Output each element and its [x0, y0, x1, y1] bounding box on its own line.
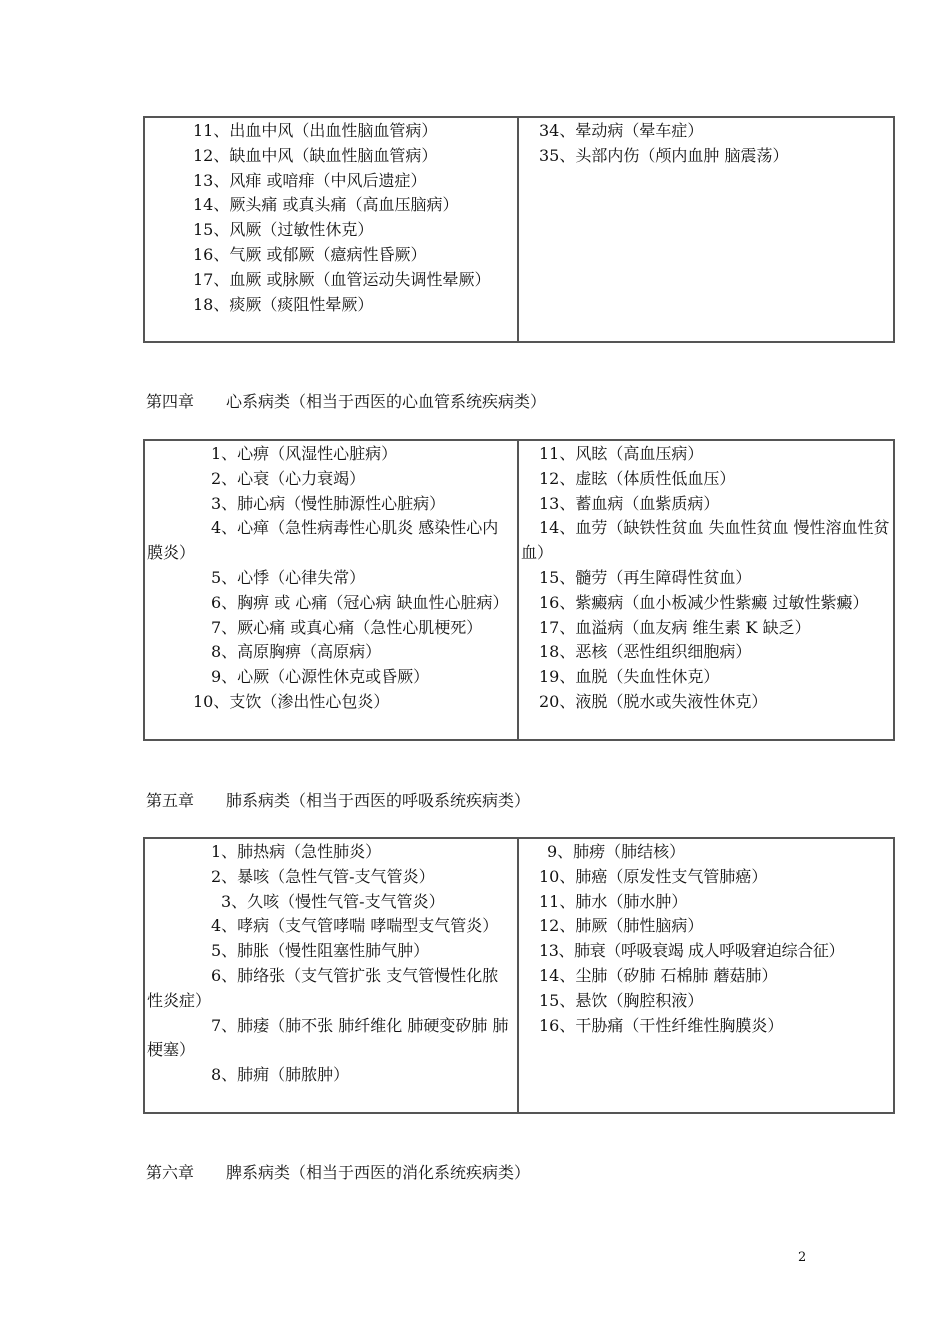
chapter-heading-4: 第四章 心系病类（相当于西医的心血管系统疾病类） [146, 392, 547, 411]
list-item: 12、缺血中风（缺血性脑血管病） [193, 145, 438, 165]
chapter-heading-6: 第六章 脾系病类（相当于西医的消化系统疾病类） [146, 1163, 531, 1182]
list-item: 9、心厥（心源性休克或昏厥） [211, 667, 430, 687]
list-item: 20、液脱（脱水或失液性休克） [539, 691, 768, 711]
table-cardiovascular-left-column [145, 441, 519, 739]
list-item: 18、痰厥（痰阻性晕厥） [193, 294, 374, 314]
list-item: 34、晕动病（晕车症） [539, 121, 704, 140]
list-item: 10、支饮（渗出性心包炎） [193, 691, 390, 711]
list-item: 5、心悸（心律失常） [211, 567, 366, 587]
list-item: 12、虚眩（体质性低血压） [539, 468, 736, 488]
list-item: 16、紫癜病（血小板减少性紫癜 过敏性紫癜） [539, 592, 869, 612]
table-cerebral-right-column [519, 118, 893, 341]
list-item: 3、肺心病（慢性肺源性心脏病） [211, 493, 446, 513]
list-item: 11、出血中风（出血性脑血管病） [193, 121, 438, 140]
chapter-heading-5: 第五章 肺系病类（相当于西医的呼吸系统疾病类） [146, 791, 531, 810]
table-cerebral [143, 116, 895, 343]
list-item: 15、悬饮（胸腔积液） [539, 990, 704, 1010]
list-item: 6、胸痹 或 心痛（冠心病 缺血性心脏病） [211, 592, 509, 612]
list-item: 2、心衰（心力衰竭） [211, 468, 366, 488]
list-item: 1、肺热病（急性肺炎） [211, 842, 382, 861]
list-item: 8、肺痈（肺脓肿） [211, 1065, 350, 1085]
list-item: 17、血厥 或脉厥（血管运动失调性晕厥） [193, 269, 491, 289]
list-item: 15、髓劳（再生障碍性贫血） [539, 567, 752, 587]
list-item: 8、高原胸痹（高原病） [211, 642, 382, 662]
list-item: 14、厥头痛 或真头痛（高血压脑病） [193, 195, 459, 215]
table-respiratory-left-column [145, 839, 519, 1112]
list-item: 9、肺痨（肺结核） [547, 842, 686, 861]
list-item: 14、血劳（缺铁性贫血 失血性贫血 慢性溶血性贫血） [521, 518, 890, 563]
table-cardiovascular [143, 439, 895, 741]
list-item: 35、头部内伤（颅内血肿 脑震荡） [539, 145, 789, 165]
list-item: 2、暴咳（急性气管-支气管炎） [211, 866, 435, 886]
list-item: 13、肺衰（呼吸衰竭 成人呼吸窘迫综合征） [539, 941, 845, 961]
list-item: 13、风痱 或喑痱（中风后遗症） [193, 170, 427, 190]
list-item: 18、恶核（恶性组织细胞病） [539, 642, 752, 662]
list-item: 6、肺络张（支气管扩张 支气管慢性化脓性炎症） [147, 965, 499, 1010]
table-cardiovascular-right-column [519, 441, 893, 739]
list-item: 4、心瘅（急性病毒性心肌炎 感染性心内膜炎） [147, 518, 499, 563]
list-item: 11、风眩（高血压病） [539, 444, 704, 463]
list-item: 17、血溢病（血友病 维生素 K 缺乏） [539, 617, 811, 637]
list-item: 14、尘肺（矽肺 石棉肺 蘑菇肺） [539, 965, 778, 985]
list-item: 19、血脱（失血性休克） [539, 667, 720, 687]
list-item: 7、肺痿（肺不张 肺纤维化 肺硬变矽肺 肺梗塞） [147, 1015, 509, 1060]
list-item: 7、厥心痛 或真心痛（急性心肌梗死） [211, 617, 483, 637]
list-item: 4、哮病（支气管哮喘 哮喘型支气管炎） [211, 916, 499, 936]
list-item: 12、肺厥（肺性脑病） [539, 916, 704, 936]
table-respiratory-right-column [519, 839, 893, 1112]
list-item: 16、干胁痛（干性纤维性胸膜炎） [539, 1015, 784, 1035]
page-number: 2 [798, 1250, 807, 1265]
list-item: 1、心痹（风湿性心脏病） [211, 444, 398, 463]
list-item: 16、气厥 或郁厥（癔病性昏厥） [193, 244, 427, 264]
list-item: 15、风厥（过敏性休克） [193, 220, 374, 240]
list-item: 3、久咳（慢性气管-支气管炎） [221, 891, 445, 911]
table-cerebral-left-column [145, 118, 519, 341]
list-item: 5、肺胀（慢性阻塞性肺气肿） [211, 941, 430, 961]
list-item: 13、蓄血病（血紫质病） [539, 493, 720, 513]
list-item: 10、肺癌（原发性支气管肺癌） [539, 866, 768, 886]
table-respiratory [143, 837, 895, 1114]
list-item: 11、肺水（肺水肿） [539, 891, 688, 911]
